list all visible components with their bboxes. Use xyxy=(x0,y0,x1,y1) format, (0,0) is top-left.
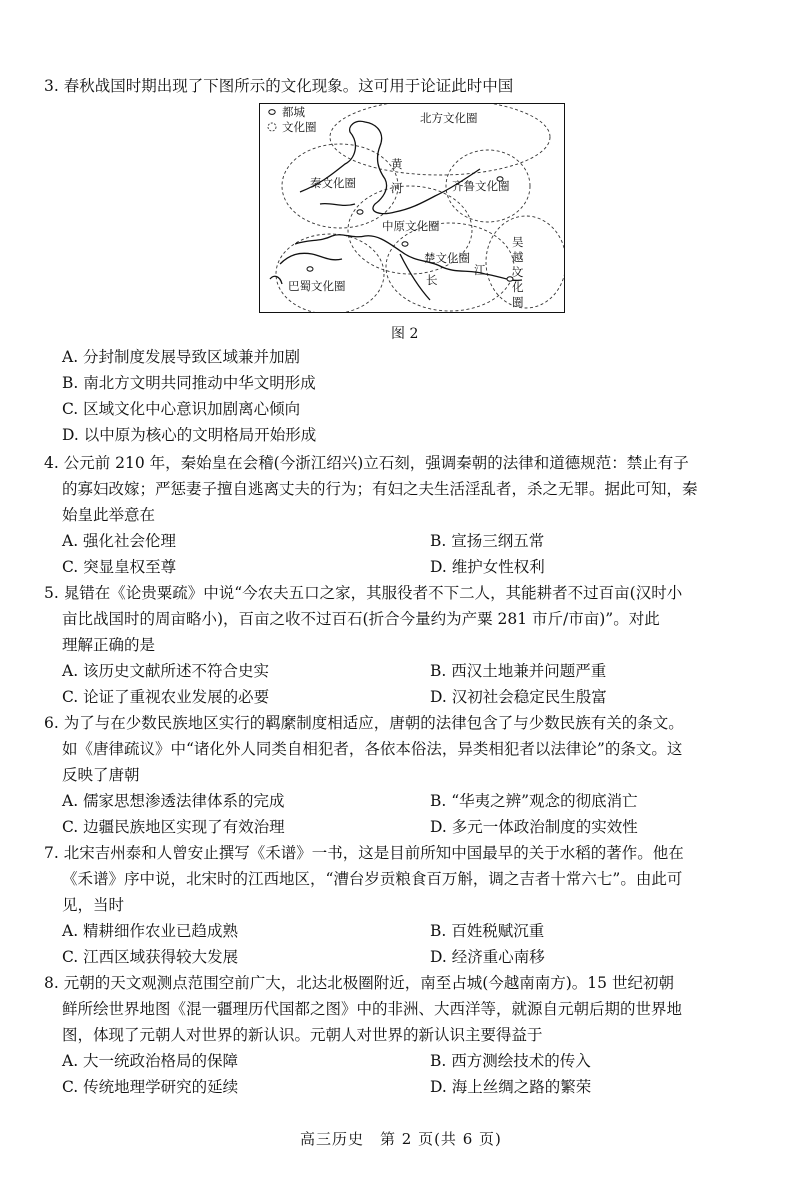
q8-stem-line-3: 图，体现了元朝人对世界的新认识。元朝人对世界的新认识主要得益于 xyxy=(62,1026,543,1044)
wuyue-char-1: 吴 xyxy=(512,235,524,249)
chu-label: 楚文化圈 xyxy=(424,251,470,265)
q6-stem-line-3: 反映了唐朝 xyxy=(62,766,140,784)
q5-option-b[interactable]: B. 西汉土地兼并问题严重 xyxy=(430,662,607,680)
page-footer: 高三历史 第 2 页(共 6 页) xyxy=(300,1130,502,1148)
q4-stem-line-1: 4. 公元前 210 年，秦始皇在会稽(今浙江绍兴)立石刻，强调秦朝的法律和道德规范：禁止有子 xyxy=(44,454,689,472)
he-char: 河 xyxy=(391,181,403,195)
q4-option-d[interactable]: D. 维护女性权利 xyxy=(430,558,545,576)
q7-stem-line-1: 7. 北宋吉州泰和人曾安止撰写《禾谱》一书，这是目前所知中国最早的关于水稻的著作。他在 xyxy=(44,844,684,862)
q5-stem-line-2: 亩比战国时的周亩略小)，百亩之收不过百石(折合今量约为产粟 281 市斤/市亩)”。对此 xyxy=(62,610,660,628)
wuyue-circle xyxy=(486,216,564,308)
q7-stem-line-3: 见，当时 xyxy=(62,896,125,914)
q5-stem-line-1: 5. 晁错在《论贵粟疏》中说“今农夫五口之家，其服役者不下二人，其能耕者不过百亩(汉时小 xyxy=(44,584,683,602)
q6-option-b[interactable]: B. “华夷之辨”观念的彻底消亡 xyxy=(430,792,638,810)
bashu-circle xyxy=(276,234,384,312)
legend-circle-label: 文化圈 xyxy=(282,120,317,134)
wuyue-char-3: 文 xyxy=(512,265,524,279)
culture-circle-map xyxy=(259,103,565,313)
q7-option-c[interactable]: C. 江西区域获得较大发展 xyxy=(62,948,239,966)
q5-option-d[interactable]: D. 汉初社会稳定民生殷富 xyxy=(430,688,607,706)
q5-stem-line-3: 理解正确的是 xyxy=(62,636,156,654)
q5-option-a[interactable]: A. 该历史文献所述不符合史实 xyxy=(62,662,270,680)
q8-option-b[interactable]: B. 西方测绘技术的传入 xyxy=(430,1052,591,1070)
q4-option-b[interactable]: B. 宣扬三纲五常 xyxy=(430,532,545,550)
q6-option-c[interactable]: C. 边疆民族地区实现了有效治理 xyxy=(62,818,285,836)
legend-capital-label: 都城 xyxy=(282,105,305,119)
q6-option-d[interactable]: D. 多元一体政治制度的实效性 xyxy=(430,818,638,836)
q6-stem-line-2: 如《唐律疏议》中“诸化外人同类自相犯者，各依本俗法，异类相犯者以法律论”的条文。这 xyxy=(62,740,683,758)
q8-stem-line-2: 鲜所绘世界地图《混一疆理历代国都之图》中的非洲、大西洋等，就源自元朝后期的世界地 xyxy=(62,1000,683,1018)
map-drawing xyxy=(260,104,564,312)
q3-option-b[interactable]: B. 南北方文明共同推动中华文明形成 xyxy=(62,374,316,392)
q3-stem: 3. 春秋战国时期出现了下图所示的文化现象。这可用于论证此时中国 xyxy=(44,77,514,95)
chang-char: 长 xyxy=(426,273,438,287)
q5-option-c[interactable]: C. 论证了重视农业发展的必要 xyxy=(62,688,270,706)
q3-option-d[interactable]: D. 以中原为核心的文明格局开始形成 xyxy=(62,426,317,444)
figure-caption: 图 2 xyxy=(391,326,419,342)
q6-stem-line-1: 6. 为了与在少数民族地区实行的羁縻制度相适应，唐朝的法律包含了与少数民族有关的条文。 xyxy=(44,714,684,732)
q6-option-a[interactable]: A. 儒家思想渗透法律体系的完成 xyxy=(62,792,285,810)
jiang-char: 江 xyxy=(474,263,486,277)
q3-option-a[interactable]: A. 分封制度发展导致区域兼并加剧 xyxy=(62,348,301,366)
bashu-label: 巴蜀文化圈 xyxy=(288,279,346,293)
huang-char: 黄 xyxy=(391,157,403,171)
q8-option-a[interactable]: A. 大一统政治格局的保障 xyxy=(62,1052,239,1070)
wuyue-char-4: 化 xyxy=(512,280,524,294)
wuyue-char-2: 越 xyxy=(512,250,524,264)
q8-option-d[interactable]: D. 海上丝绸之路的繁荣 xyxy=(430,1078,592,1096)
q7-option-b[interactable]: B. 百姓税赋沉重 xyxy=(430,922,545,940)
chu-circle xyxy=(386,223,514,311)
q4-option-c[interactable]: C. 突显皇权至尊 xyxy=(62,558,177,576)
zhongyuan-label: 中原文化圈 xyxy=(382,219,440,233)
q7-option-a[interactable]: A. 精耕细作农业已趋成熟 xyxy=(62,922,239,940)
q4-stem-line-3: 始皇此举意在 xyxy=(62,506,156,524)
q8-stem-line-1: 8. 元朝的天文观测点范围空前广大，北达北极圈附近，南至占城(今越南南方)。15 世纪初朝 xyxy=(44,974,674,992)
q4-option-a[interactable]: A. 强化社会伦理 xyxy=(62,532,177,550)
q3-option-c[interactable]: C. 区域文化中心意识加剧离心倾向 xyxy=(62,400,301,418)
wuyue-char-5: 圈 xyxy=(512,295,524,309)
q4-stem-line-2: 的寡妇改嫁；严惩妻子擅自逃离丈夫的行为；有妇之夫生活淫乱者，杀之无罪。据此可知，秦 xyxy=(62,480,698,498)
q7-option-d[interactable]: D. 经济重心南移 xyxy=(430,948,545,966)
north-label: 北方文化圈 xyxy=(420,111,478,125)
qilu-label: 齐鲁文化圈 xyxy=(452,179,510,193)
qin-label: 秦文化圈 xyxy=(310,176,356,190)
q8-option-c[interactable]: C. 传统地理学研究的延续 xyxy=(62,1078,239,1096)
yellow-river xyxy=(300,121,480,213)
q7-stem-line-2: 《禾谱》序中说，北宋时的江西地区，“漕台岁贡粮食百万斛，调之吉者十常六七”。由此可 xyxy=(62,870,683,888)
